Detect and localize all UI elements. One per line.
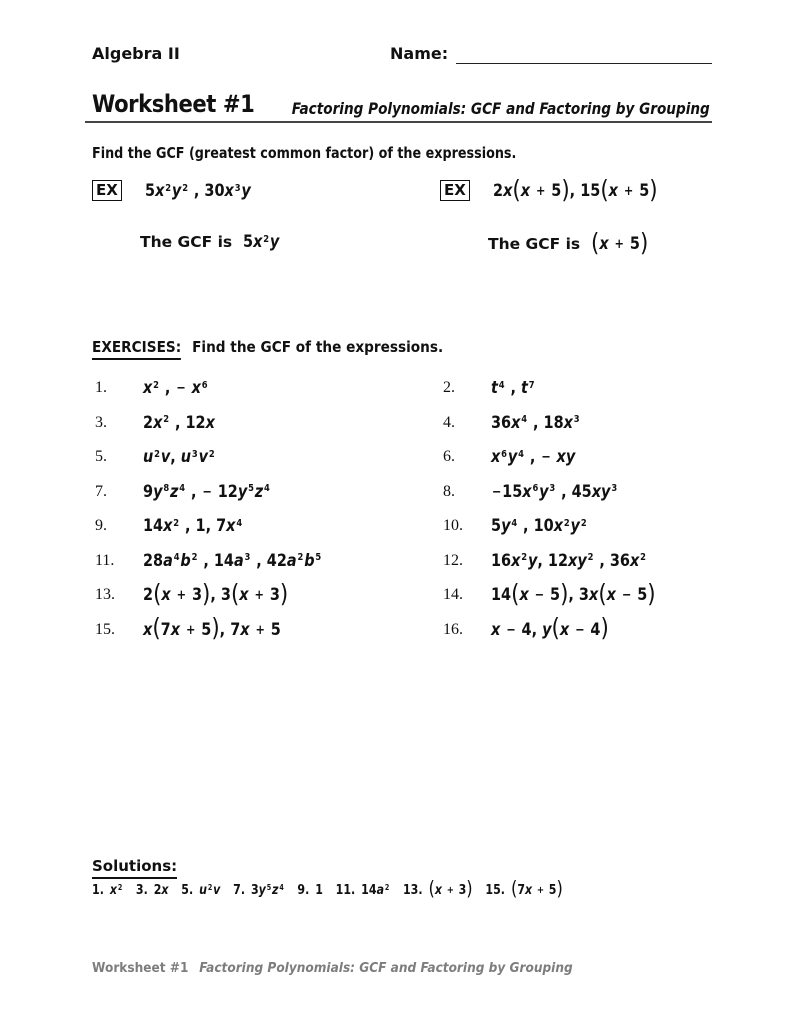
solutions-list [92, 877, 563, 902]
solution-number: 5. [181, 883, 194, 898]
example-1 [92, 178, 286, 255]
solution-expression: $x^2$ [109, 883, 123, 898]
exercise-number: 2. [443, 379, 455, 396]
exercise-expression: $5y^4$ , $10x^2y^2$ [491, 516, 587, 536]
exercise-item [443, 578, 685, 618]
exercises-heading [92, 337, 443, 360]
example-1-answer [140, 229, 286, 255]
solution-number: 7. [233, 883, 246, 898]
solution-number: 11. [335, 883, 356, 898]
example-2-row [440, 174, 686, 206]
name-label: Name: [390, 44, 449, 63]
page-subtitle: Factoring Polynomials: GCF and Factoring by Grouping [291, 99, 710, 118]
solution-number: 1. [92, 883, 104, 898]
answer-label: The GCF is [140, 233, 233, 251]
exercise-number: 12. [443, 551, 463, 569]
exercise-item [95, 549, 443, 584]
solution-number: 13. [402, 883, 423, 898]
example-expression: 2x(x + 5), 15(x + 5) [492, 174, 658, 204]
exercise-expression: x − 4, y(x − 4) [491, 613, 609, 643]
exercise-expression: $t^4$ , $t^7$ [491, 378, 535, 398]
exercise-item [95, 376, 443, 411]
exercise-number: 8. [443, 482, 455, 500]
solution-item [485, 877, 563, 902]
exercise-item [443, 445, 685, 480]
name-row [390, 44, 712, 64]
exercise-number: 9. [95, 517, 107, 534]
exercise-number: 11. [95, 551, 115, 569]
exercise-item [95, 411, 443, 446]
exercise-list [95, 376, 685, 652]
exercise-number: 15. [95, 620, 115, 638]
exercise-item [443, 514, 685, 549]
footer-title: Worksheet #1 [92, 960, 189, 976]
example-expression: $5x^2y^2$ , $30x^3y$ [144, 181, 251, 201]
solution-item [297, 881, 323, 901]
solution-item [336, 881, 391, 901]
solution-item [181, 881, 220, 901]
exercise-number: 4. [443, 413, 455, 431]
exercise-number: 14. [443, 586, 463, 603]
exercise-number: 5. [95, 448, 107, 465]
solution-item [233, 881, 285, 901]
solution-expression: $3y^5z^4$ [250, 883, 284, 898]
exercise-expression: $-15x^6y^3$ , $45xy^3$ [491, 481, 618, 502]
exercise-number: 6. [443, 448, 455, 465]
exercises-heading-instruction: Find the GCF of the expressions. [192, 338, 444, 356]
exercise-expression: $x^6y^4$ , − xy [491, 447, 576, 467]
exercise-item [443, 411, 685, 446]
solution-item [92, 881, 123, 901]
solutions-heading-label: Solutions: [92, 857, 177, 879]
exercise-item [95, 445, 443, 480]
answer-label: The GCF is [488, 235, 581, 253]
solution-number: 15. [485, 883, 506, 898]
answer-expression: $5x^2y$ [243, 232, 280, 252]
example-tag: EX [92, 180, 122, 201]
exercise-number: 10. [443, 517, 463, 534]
exercise-number: 16. [443, 620, 463, 638]
solution-expression: $u^2v$ [199, 883, 221, 898]
exercises-heading-label: EXERCISES: [92, 337, 181, 360]
solution-number: 3. [135, 883, 148, 898]
exercise-expression: $14x^2$ , 1, $7x^4$ [143, 516, 243, 536]
example-tag: EX [440, 180, 470, 201]
exercise-expression: $16x^2y$, $12xy^2$ , $36x^2$ [491, 550, 646, 571]
solutions-heading [92, 857, 177, 879]
solution-expression: (7x + 5) [510, 877, 563, 901]
exercise-item [95, 578, 443, 618]
exercise-expression: $x^2$ , − $x^6$ [143, 378, 208, 398]
solution-expression: 2x [153, 883, 169, 898]
exercise-number: 13. [95, 586, 115, 603]
exercise-expression: $28a^4b^2$ , $14a^3$ , $42a^2b^5$ [143, 550, 322, 571]
exercise-expression: 2(x + 3), 3(x + 3) [143, 578, 289, 608]
solution-item [402, 877, 473, 902]
exercise-expression: 14(x − 5), 3x(x − 5) [491, 578, 656, 608]
example-2-answer [488, 227, 686, 259]
solution-item [136, 881, 169, 901]
exercise-item [95, 613, 443, 653]
example-1-row [92, 178, 286, 204]
exercise-expression: $2x^2$ , 12x [143, 412, 215, 433]
footer-subtitle: Factoring Polynomials: GCF and Factoring by Grouping [199, 960, 573, 976]
exercise-expression: x(7x + 5), 7x + 5 [143, 613, 281, 643]
exercise-item [443, 376, 685, 411]
exercise-expression: $36x^4$ , $18x^3$ [491, 412, 580, 433]
name-blank-line [456, 45, 712, 64]
title-divider [85, 121, 712, 123]
solution-expression: (x + 3) [428, 877, 473, 901]
exercise-number: 7. [95, 482, 107, 500]
exercise-item [95, 514, 443, 549]
exercise-number: 1. [95, 379, 107, 396]
exercise-item [95, 480, 443, 515]
exercise-item [443, 613, 685, 653]
exercise-expression: $u^2v$, $u^3v^2$ [143, 447, 215, 467]
course-label: Algebra II [92, 44, 180, 63]
solution-expression: 1 [315, 883, 323, 898]
solution-expression: $14a^2$ [361, 883, 390, 898]
exercise-item [443, 480, 685, 515]
page-footer [92, 959, 573, 977]
instructions-text: Find the GCF (greatest common factor) of the expressions. [92, 144, 517, 162]
example-2 [440, 174, 686, 259]
answer-expression: (x + 5) [591, 227, 649, 257]
exercise-number: 3. [95, 413, 107, 431]
exercise-expression: $9y^8z^4$ , − $12y^5z^4$ [143, 481, 270, 502]
exercise-item [443, 549, 685, 584]
solution-number: 9. [297, 883, 310, 898]
page-title: Worksheet #1 [92, 90, 255, 118]
